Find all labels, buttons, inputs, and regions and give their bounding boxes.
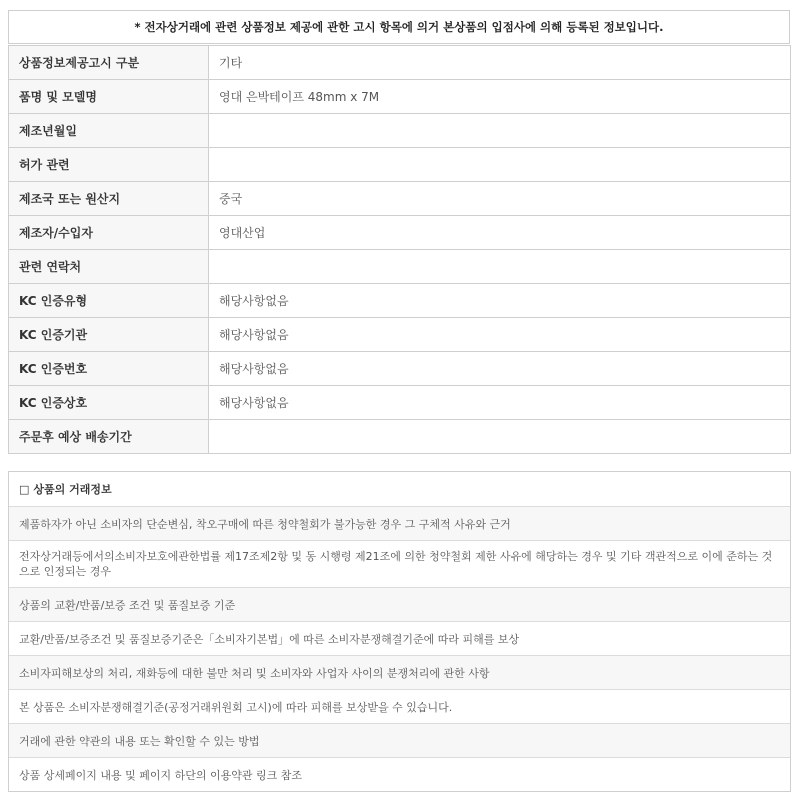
info-row bbox=[9, 318, 791, 352]
info-label: KC 인증기관 bbox=[9, 318, 209, 352]
info-label: 제조년월일 bbox=[9, 114, 209, 148]
info-value: 기타 bbox=[209, 46, 791, 80]
info-label: 관련 연락처 bbox=[9, 250, 209, 284]
info-row bbox=[9, 148, 791, 182]
info-row bbox=[9, 46, 791, 80]
info-value bbox=[209, 114, 791, 148]
info-value: 중국 bbox=[209, 182, 791, 216]
info-row bbox=[9, 80, 791, 114]
info-value: 해당사항없음 bbox=[209, 284, 791, 318]
trade-answer: 상품 상세페이지 내용 및 페이지 하단의 이용약관 링크 참조 bbox=[9, 757, 790, 791]
info-row bbox=[9, 182, 791, 216]
info-row bbox=[9, 284, 791, 318]
info-label: KC 인증유형 bbox=[9, 284, 209, 318]
info-value bbox=[209, 420, 791, 454]
info-value: 해당사항없음 bbox=[209, 352, 791, 386]
trade-question: 제품하자가 아닌 소비자의 단순변심, 착오구매에 따른 청약철회가 불가능한 경우 그 구체적 사유와 근거 bbox=[9, 506, 790, 540]
trade-answer: 교환/반품/보증조건 및 품질보증기준은「소비자기본법」에 따른 소비자분쟁해결기준에 따라 피해를 보상 bbox=[9, 621, 790, 655]
info-label: 상품정보제공고시 구분 bbox=[9, 46, 209, 80]
product-info-table bbox=[8, 45, 791, 454]
trade-info-title: 상품의 거래정보 bbox=[33, 483, 112, 496]
info-label: 제조자/수입자 bbox=[9, 216, 209, 250]
info-value: 해당사항없음 bbox=[209, 318, 791, 352]
trade-question: 거래에 관한 약관의 내용 또는 확인할 수 있는 방법 bbox=[9, 723, 790, 757]
info-row bbox=[9, 352, 791, 386]
info-value: 해당사항없음 bbox=[209, 386, 791, 420]
info-value: 영대산업 bbox=[209, 216, 791, 250]
info-label: KC 인증번호 bbox=[9, 352, 209, 386]
info-label: 허가 관련 bbox=[9, 148, 209, 182]
info-row bbox=[9, 216, 791, 250]
checkbox-icon: □ bbox=[19, 482, 30, 496]
info-row bbox=[9, 114, 791, 148]
trade-info-header bbox=[9, 472, 790, 506]
trade-answer: 본 상품은 소비자분쟁해결기준(공정거래위원회 고시)에 따라 피해를 보상받을 수 있습니다. bbox=[9, 689, 790, 723]
info-value bbox=[209, 148, 791, 182]
info-label: KC 인증상호 bbox=[9, 386, 209, 420]
info-value bbox=[209, 250, 791, 284]
trade-answer: 전자상거래등에서의소비자보호에관한법률 제17조제2항 및 동 시행령 제21조에 의한 청약철회 제한 사유에 해당하는 경우 및 기타 객관적으로 이에 준하는 것으로 인정되는 경우 bbox=[9, 540, 790, 587]
info-label: 주문후 예상 배송기간 bbox=[9, 420, 209, 454]
info-label: 제조국 또는 원산지 bbox=[9, 182, 209, 216]
info-label: 품명 및 모델명 bbox=[9, 80, 209, 114]
info-value: 영대 은박테이프 48mm x 7M bbox=[209, 80, 791, 114]
trade-info-section bbox=[8, 471, 791, 792]
trade-question: 상품의 교환/반품/보증 조건 및 품질보증 기준 bbox=[9, 587, 790, 621]
notice-banner: * 전자상거래에 관련 상품정보 제공에 관한 고시 항목에 의거 본상품의 입점사에 의해 등록된 정보입니다. bbox=[8, 10, 790, 44]
info-row bbox=[9, 420, 791, 454]
trade-question: 소비자피해보상의 처리, 재화등에 대한 불만 처리 및 소비자와 사업자 사이의 분쟁처리에 관한 사항 bbox=[9, 655, 790, 689]
info-row bbox=[9, 250, 791, 284]
info-row bbox=[9, 386, 791, 420]
